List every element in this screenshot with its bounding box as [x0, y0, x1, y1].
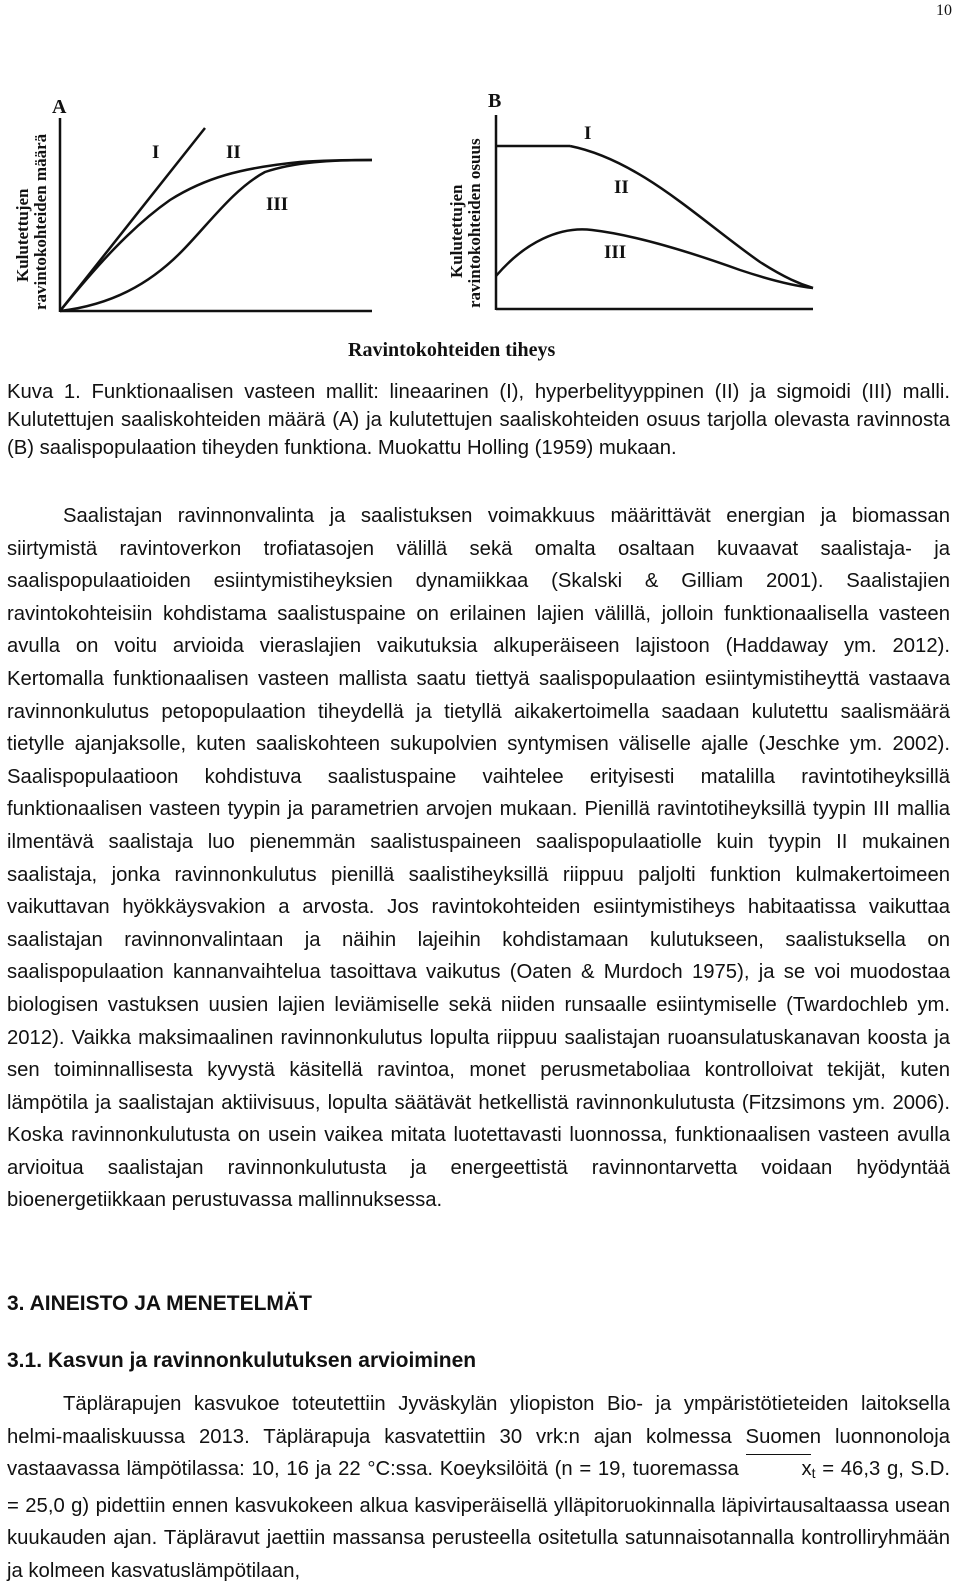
panel-b [447, 90, 813, 310]
panel-a-label-i: I [152, 142, 160, 163]
panel-b-curve-iii [496, 229, 813, 288]
panel-b-letter: B [488, 90, 502, 112]
paragraph-2-part1: Täplärapujen kasvukoe toteutettiin Jyväskylän yliopiston Bio- ja ympäristötieteiden laitoksella helmi-maaliskuussa 2013. Täplärapuja kasvatettiin 30 vrk:n ajan kolmessa Suomen luonnonoloja vastaavassa lämpötilassa: 10, 16 ja 22 °C:ssa. Koeyksilöitä (n = 19, tuoremassa [7, 1393, 950, 1481]
figure-xlabel: Ravintokohteiden tiheys [348, 339, 556, 361]
panel-b-label-iii: III [604, 242, 627, 263]
paragraph-2-part2: = 46,3 g, S.D. = 25,0 g) pidettiin ennen kasvukokeen alkua kasviperäisellä ylläpitoruokinnalla läpivirtausaltaassa usean kuukauden ajan. Täpläravut jaettiin massansa perusteella ositetulla satunnaisotannalla kontrolliryhmään ja kolmeen kasvatuslämpötilaan, [7, 1458, 951, 1582]
panel-a-curve-iii [60, 160, 372, 311]
mean-subscript: t [811, 1465, 816, 1482]
figure-caption: Kuva 1. Funktionaalisen vasteen mallit: lineaarinen (I), hyperbelityyppinen (II) ja sigmoidi (III) malli. Kulutettujen saaliskohteiden määrä (A) ja kulutettujen saaliskohteiden osuus tarjolla olevasta ravinnosta (B) saalispopulaation tiheyden funktiona. Muokattu Holling (1959) mukaan. [7, 381, 950, 459]
panel-b-ylabel-line2: ravintokohteiden osuus [465, 138, 484, 308]
functional-response-figure [0, 0, 960, 380]
paragraph-2-text [7, 1388, 950, 1588]
page-number: 10 [936, 2, 952, 19]
section-heading: 3. AINEISTO JA MENETELMÄT [7, 1292, 312, 1315]
panel-a-letter: A [52, 96, 67, 118]
panel-a-curve-ii [60, 160, 372, 311]
mean-symbol: x [745, 1453, 811, 1486]
panel-a [13, 96, 372, 312]
panel-a-ylabel-line2: ravintokohteiden määrä [31, 133, 50, 310]
panel-b-label-i: I [584, 123, 592, 144]
paragraph-methods [7, 1388, 950, 1588]
panel-a-label-ii: II [226, 142, 241, 163]
subsection-heading: 3.1. Kasvun ja ravinnonkulutuksen arvioiminen [7, 1349, 477, 1372]
panel-a-label-iii: III [266, 194, 289, 215]
panel-b-ylabel-line1: Kulutettujen [447, 184, 466, 278]
panel-a-ylabel-line1: Kulutettujen [13, 188, 32, 282]
panel-b-label-ii: II [614, 177, 629, 198]
panel-b-curve-ii [570, 146, 813, 288]
paragraph-1-text: Saalistajan ravinnonvalinta ja saalistuksen voimakkuus määrittävät energian ja biomassan siirtymistä ravintoverkon trofiatasojen välillä sekä omalta osaltaan kuvaavat saalistaja- ja saalispopulaatioiden esiintymistiheyksien dynamiikkaa (Skalski & Gilliam 2001). Saalistajien ravintokohteisiin kohdistama saalistuspaine on erilainen lajien välillä, jolloin funktionaalisella vasteen avulla on voitu arvioida vieraslajien vaikutuksia alkuperäiseen lajistoon (Haddaway ym. 2012). Kertomalla funktionaalisen vasteen mallista saatu tiettyä saalispopulaation esiintymistiheyttä vastaava ravinnonkulutus petopopulaation tiheydellä ja tietyllä aikakertoimella saadaan kulutettu saalismäärä tietylle ajanjaksolle, kuten saaliskohteen sukupolvien syntymisen väliselle ajalle (Jeschke ym. 2002). Saalispopulaatioon kohdistuva saalistuspaine vaihtelee erityisesti matalilla ravintotiheyksillä funktionaalisen vasteen tyypin ja parametrien arvojen mukaan. Pienillä ravintotiheyksillä tyypin III mallia ilmentävä saalistaja luo pienemmän saalistuspaineen saalispopulaatiolle kuin tyypin II mukainen saalistaja, jonka ravinnonkulutus pienillä saalistiheyksillä riippuu paljolti funktion kulmakertoimeen vaikuttavan hyökkäysvakion a arvosta. Jos ravintokohteiden esiintymistiheys habitaatissa vaikuttaa saalistajan ravinnonvalintaan ja näihin lajeihin kohdistamaan kulutukseen, saalistuksella on saalispopulaation kannanvaihtelua tasoittava vaikutus (Oaten & Murdoch 1975), ja se voi muodostaa biologisen vastuksen uusien lajien leviämiselle sekä niiden runsaalle esiintymiselle (Twardochleb ym. 2012). Vaikka maksimaalinen ravinnonkulutus lopulta riippuu saalistajan ruoansulatuskanavan koosta ja sen toiminnallisesta kyvystä käsitellä ravintoa, monet perusmetaboliaa kontrolloivat tekijät, kuten lämpötila ja saalistajan aktiivisuus, lopulta säätävät hetkellistä ravinnonkulutusta (Fitzsimons ym. 2006). Koska ravinnonkulutusta on usein vaikea mitata luotettavasti luonnossa, funktionaalisen vasteen avulla arvioitua saalistajan ravinnonkulutusta ja energeettistä ravinnontarvetta voidaan hyödyntää bioenergetiikkaan perustuvassa mallinnuksessa. [7, 505, 950, 1212]
paragraph-predation [7, 500, 950, 1217]
